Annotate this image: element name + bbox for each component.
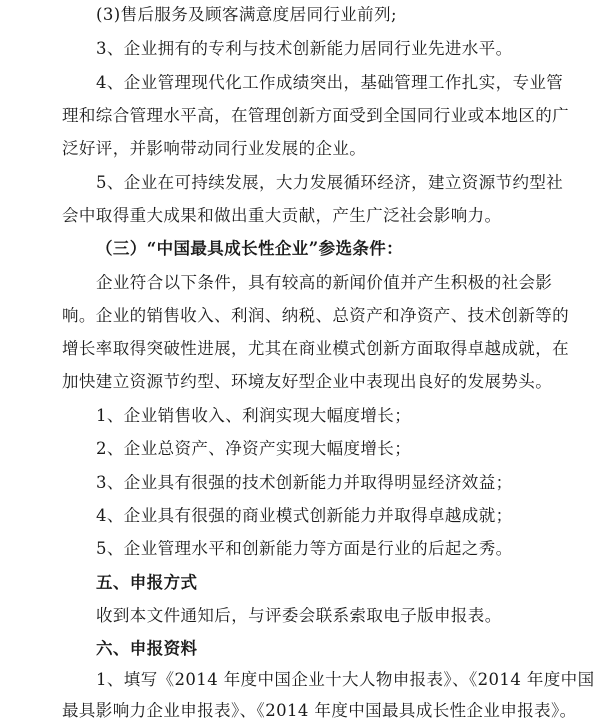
list-item-2-assets: 2、企业总资产、净资产实现大幅度增长； <box>96 439 412 458</box>
section-heading-application-method: 五、申报方式 <box>96 573 198 592</box>
list-item-3-patents: 3、企业拥有的专利与技术创新能力居同行业先进水平。 <box>96 39 513 58</box>
list-item-4-management: 4、企业管理现代化工作成绩突出，基础管理工作扎实，专业管 <box>96 73 564 92</box>
list-item-5-management-level: 5、企业管理水平和创新能力等方面是行业的后起之秀。 <box>96 539 513 558</box>
paragraph-line: 理和综合管理水平高，在管理创新方面受到全国同行业或本地区的广 <box>62 106 569 125</box>
section-heading-growth-criteria: （三）“中国最具成长性企业”参选条件： <box>96 239 404 258</box>
paragraph-line: 响。企业的销售收入、利润、纳税、总资产和净资产、技术创新等的 <box>62 306 569 325</box>
paragraph-line: 收到本文件通知后，与评委会联系索取电子版申报表。 <box>96 606 502 625</box>
section-heading-application-materials: 六、申报资料 <box>96 639 198 658</box>
paragraph-line: 泛好评，并影响带动同行业发展的企业。 <box>62 139 367 158</box>
paragraph-line: 增长率取得突破性进展，尤其在商业模式创新方面取得卓越成就，在 <box>62 339 569 358</box>
paragraph-line: 加快建立资源节约型、环境友好型企业中表现出良好的发展势头。 <box>62 372 553 391</box>
list-item-1-forms: 1、填写《2014 年度中国企业十大人物申报表》、《2014 年度中国 <box>96 670 595 689</box>
paragraph-line: 会中取得重大成果和做出重大贡献，产生广泛社会影响力。 <box>62 206 502 225</box>
list-item-3-after-sales: (3)售后服务及顾客满意度居同行业前列; <box>96 5 397 24</box>
list-item-5-sustainability: 5、企业在可持续发展，大力发展循环经济，建立资源节约型社 <box>96 173 564 192</box>
list-item-1-sales: 1、企业销售收入、利润实现大幅度增长； <box>96 406 412 425</box>
list-item-4-business-model: 4、企业具有很强的商业模式创新能力并取得卓越成就； <box>96 506 513 525</box>
paragraph-line: 企业符合以下条件，具有较高的新闻价值并产生积极的社会影 <box>96 273 553 292</box>
list-item-3-tech-innovation: 3、企业具有很强的技术创新能力并取得明显经济效益； <box>96 473 513 492</box>
paragraph-line: 最具影响力企业申报表》、《2014 年度中国最具成长性企业申报表》。 <box>62 701 577 720</box>
